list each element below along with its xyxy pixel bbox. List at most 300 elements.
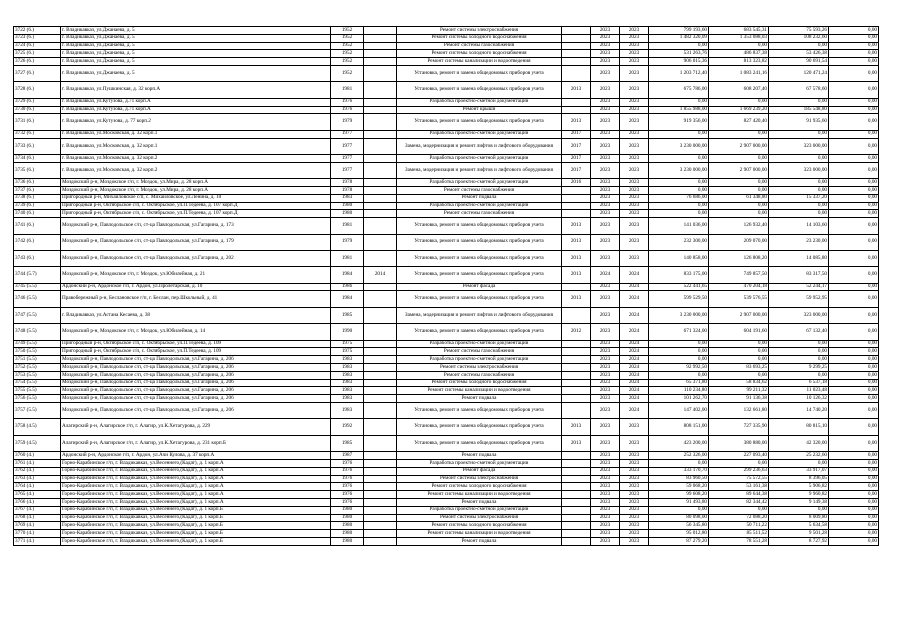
work-type-cell: Разработка проектно-сметной документации — [397, 154, 562, 162]
reconstruction-year-cell — [364, 283, 397, 291]
planned-year-cell — [562, 340, 591, 348]
work-type-cell: Разработка проектно-сметной документации — [397, 340, 562, 348]
table-row — [14, 42, 879, 50]
row-number-cell: 3731 (6.) — [14, 114, 61, 130]
end-year-cell: 2023 — [620, 537, 649, 545]
row-number-cell: 3759 (4.5) — [14, 435, 61, 451]
table-row — [14, 179, 879, 187]
start-year-cell: 2023 — [591, 50, 620, 58]
address-cell: г. Владикавказ, ул.Кутузова, д.71 корп.А — [61, 106, 331, 114]
other-funds-cell: 0,00 — [829, 379, 879, 387]
end-year-cell: 2023 — [620, 130, 649, 138]
other-funds-cell: 0,00 — [829, 179, 879, 187]
row-number-cell: 3770 (4.) — [14, 530, 61, 538]
fund-amount-cell: 78 551,28 — [709, 537, 769, 545]
planned-year-cell — [562, 307, 591, 323]
owner-funds-cell: 14 103,60 — [769, 218, 829, 234]
address-cell: Моздокский р-н, Павлодольское с/п, ст-ца Павлодольская, ул.Гагарина, д. 179 — [61, 234, 331, 250]
end-year-cell: 2024 — [620, 348, 649, 356]
row-number-cell: 3729 (6.) — [14, 98, 61, 106]
build-year-cell: 1980 — [331, 522, 364, 530]
build-year-cell: 1976 — [331, 467, 364, 475]
table-row — [14, 202, 879, 210]
other-funds-cell: 0,00 — [829, 50, 879, 58]
total-cost-cell: 0,00 — [649, 130, 709, 138]
total-cost-cell: 101 262,70 — [649, 395, 709, 403]
planned-year-cell — [562, 42, 591, 50]
planned-year-cell — [562, 356, 591, 364]
owner-funds-cell: 323 000,00 — [769, 307, 829, 323]
table-row — [14, 324, 879, 340]
owner-funds-cell: 0,00 — [769, 348, 829, 356]
other-funds-cell: 0,00 — [829, 364, 879, 372]
owner-funds-cell: 9 960,82 — [769, 491, 829, 499]
owner-funds-cell: 0,00 — [769, 98, 829, 106]
other-funds-cell: 0,00 — [829, 130, 879, 138]
owner-funds-cell: 9 299,25 — [769, 364, 829, 372]
address-cell: Моздокский р-н, Павлодольское с/п, ст-ца Павлодольская, ул.Гагарина, д. 202 — [61, 250, 331, 266]
fund-amount-cell: 0,00 — [709, 459, 769, 467]
owner-funds-cell: 0,00 — [769, 130, 829, 138]
owner-funds-cell: 5 906,82 — [769, 483, 829, 491]
address-cell: Правобережный р-н, Беслановское г/п, г. Беслан, пер.Школьный, д. 41 — [61, 291, 331, 307]
end-year-cell: 2023 — [620, 459, 649, 467]
address-cell: Пригородный р-н, Михайловское с/п, с. Михайловское, ул.Ленина, д. 10 — [61, 194, 331, 202]
build-year-cell: 1983 — [331, 356, 364, 364]
table-row — [14, 459, 879, 467]
end-year-cell: 2023 — [620, 50, 649, 58]
owner-funds-cell: 185 548,80 — [769, 106, 829, 114]
build-year-cell: 1976 — [331, 498, 364, 506]
work-type-cell: Установка, ремонт и замена общедомовых приборов учета — [397, 291, 562, 307]
address-cell: г. Владикавказ, ул.Московская, д. 32 корп.2 — [61, 162, 331, 178]
planned-year-cell: 2013 — [562, 114, 591, 130]
planned-year-cell — [562, 475, 591, 483]
other-funds-cell: 0,00 — [829, 202, 879, 210]
planned-year-cell — [562, 210, 591, 218]
end-year-cell: 2023 — [620, 27, 649, 35]
table-row — [14, 522, 879, 530]
owner-funds-cell: 0,00 — [769, 179, 829, 187]
address-cell: г. Владикавказ, ул.Московская, д. 32 корп.1 — [61, 130, 331, 138]
end-year-cell: 2023 — [620, 162, 649, 178]
total-cost-cell: 1 203 712,40 — [649, 65, 709, 81]
total-cost-cell: 0,00 — [649, 179, 709, 187]
owner-funds-cell: 80 815,10 — [769, 419, 829, 435]
build-year-cell: 1980 — [331, 202, 364, 210]
start-year-cell: 2023 — [591, 491, 620, 499]
fund-amount-cell: 727 335,90 — [709, 419, 769, 435]
work-type-cell: Разработка проектно-сметной документации — [397, 179, 562, 187]
work-type-cell: Ремонт системы канализации и водоотведения — [397, 387, 562, 395]
planned-year-cell: 2013 — [562, 250, 591, 266]
total-cost-cell: 0,00 — [649, 340, 709, 348]
other-funds-cell: 0,00 — [829, 324, 879, 340]
planned-year-cell: 2017 — [562, 130, 591, 138]
reconstruction-year-cell — [364, 475, 397, 483]
work-type-cell: Разработка проектно-сметной документации — [397, 356, 562, 364]
start-year-cell: 2023 — [591, 138, 620, 154]
planned-year-cell: 2013 — [562, 419, 591, 435]
planned-year-cell: 2016 — [562, 179, 591, 187]
reconstruction-year-cell — [364, 348, 397, 356]
table-row — [14, 356, 879, 364]
total-cost-cell: 147 402,00 — [649, 403, 709, 419]
reconstruction-year-cell — [364, 324, 397, 340]
row-number-cell: 3739 (6.) — [14, 202, 61, 210]
address-cell: Моздокский р-н, Павлодольское с/п, ст-ца Павлодольская, ул.Гагарина, д. 206 — [61, 403, 331, 419]
row-number-cell: 3751 (5.5) — [14, 356, 61, 364]
work-type-cell: Установка, ремонт и замена общедомовых приборов учета — [397, 65, 562, 81]
other-funds-cell: 0,00 — [829, 162, 879, 178]
work-type-cell: Ремонт системы газоснабжения — [397, 371, 562, 379]
total-cost-cell: 3 230 000,00 — [649, 162, 709, 178]
fund-amount-cell: 2 907 000,00 — [709, 138, 769, 154]
build-year-cell: 1992 — [331, 419, 364, 435]
address-cell: г. Владикавказ, ул.Джанаева, д. 5 — [61, 27, 331, 35]
other-funds-cell: 0,00 — [829, 154, 879, 162]
reconstruction-year-cell — [364, 234, 397, 250]
end-year-cell: 2024 — [620, 387, 649, 395]
table-row — [14, 194, 879, 202]
fund-amount-cell: 58 834,62 — [709, 379, 769, 387]
table-row — [14, 162, 879, 178]
other-funds-cell: 0,00 — [829, 210, 879, 218]
other-funds-cell: 0,00 — [829, 356, 879, 364]
start-year-cell: 2023 — [591, 379, 620, 387]
other-funds-cell: 0,00 — [829, 283, 879, 291]
other-funds-cell: 0,00 — [829, 340, 879, 348]
reconstruction-year-cell — [364, 210, 397, 218]
owner-funds-cell: 14 740,20 — [769, 403, 829, 419]
address-cell: Горно-Карабинское г/п, г. Владикавказ, ул.Весеннего,(Кадат), д. 1 корп.А — [61, 475, 331, 483]
owner-funds-cell: 67 578,60 — [769, 82, 829, 98]
fund-amount-cell: 0,00 — [709, 42, 769, 50]
build-year-cell: 1952 — [331, 34, 364, 42]
total-cost-cell: 0,00 — [649, 356, 709, 364]
address-cell: Моздокский р-н, Павлодольское с/п, ст-ца Павлодольская, ул.Гагарина, д. 206 — [61, 387, 331, 395]
total-cost-cell: 0,00 — [649, 348, 709, 356]
reconstruction-year-cell — [364, 340, 397, 348]
row-number-cell: 3748 (5.5) — [14, 324, 61, 340]
fund-amount-cell: 0,00 — [709, 340, 769, 348]
address-cell: Моздокский р-н, Моздокское г/п, г. Моздок, ул.Юбилейная, д. 21 — [61, 267, 331, 283]
planned-year-cell — [562, 50, 591, 58]
reconstruction-year-cell — [364, 138, 397, 154]
planned-year-cell: 2013 — [562, 82, 591, 98]
build-year-cell: 1978 — [331, 186, 364, 194]
build-year-cell: 1985 — [331, 435, 364, 451]
reconstruction-year-cell — [364, 218, 397, 234]
total-cost-cell: 675 786,00 — [649, 82, 709, 98]
reconstruction-year-cell — [364, 82, 397, 98]
row-number-cell: 3763 (4.) — [14, 475, 61, 483]
build-year-cell: 1980 — [331, 506, 364, 514]
reconstruction-year-cell — [364, 179, 397, 187]
address-cell: Горно-Карабинское г/п, г. Владикавказ, ул.Весеннего,(Кадат), д. 1 корп.Б — [61, 514, 331, 522]
other-funds-cell: 0,00 — [829, 522, 879, 530]
build-year-cell: 1987 — [331, 452, 364, 460]
build-year-cell: 1977 — [331, 138, 364, 154]
planned-year-cell — [562, 65, 591, 81]
table-row — [14, 498, 879, 506]
owner-funds-cell: 0,00 — [769, 356, 829, 364]
reconstruction-year-cell — [364, 379, 397, 387]
fund-amount-cell: 2 907 000,00 — [709, 162, 769, 178]
work-type-cell: Ремонт фасада — [397, 467, 562, 475]
other-funds-cell: 0,00 — [829, 387, 879, 395]
reconstruction-year-cell — [364, 50, 397, 58]
build-year-cell: 1985 — [331, 307, 364, 323]
table-row — [14, 58, 879, 66]
owner-funds-cell: 5 634,58 — [769, 522, 829, 530]
reconstruction-year-cell — [364, 202, 397, 210]
planned-year-cell: 2012 — [562, 324, 591, 340]
end-year-cell: 2023 — [620, 106, 649, 114]
build-year-cell: 1981 — [331, 82, 364, 98]
planned-year-cell — [562, 379, 591, 387]
reconstruction-year-cell — [364, 371, 397, 379]
reconstruction-year-cell — [364, 403, 397, 419]
fund-amount-cell: 1 353 088,03 — [709, 34, 769, 42]
planned-year-cell: 2013 — [562, 218, 591, 234]
table-row — [14, 114, 879, 130]
other-funds-cell: 0,00 — [829, 267, 879, 283]
fund-amount-cell: 299 236,63 — [709, 467, 769, 475]
total-cost-cell: 0,00 — [649, 202, 709, 210]
fund-amount-cell: 53 161,38 — [709, 483, 769, 491]
end-year-cell: 2023 — [620, 179, 649, 187]
start-year-cell: 2023 — [591, 218, 620, 234]
start-year-cell: 2023 — [591, 65, 620, 81]
end-year-cell: 2023 — [620, 58, 649, 66]
address-cell: Алагирский р-н, Алагирское г/п, г. Алагир, ул.К.Хетагурова, д. 231 корп.Б — [61, 435, 331, 451]
total-cost-cell: 423 200,00 — [649, 435, 709, 451]
reconstruction-year-cell — [364, 364, 397, 372]
total-cost-cell: 0,00 — [649, 506, 709, 514]
other-funds-cell: 0,00 — [829, 483, 879, 491]
start-year-cell: 2023 — [591, 498, 620, 506]
address-cell: Пригородный р-н, Октябрьское с/п, с. Октябрьское, ул.П.Тедеева, д. 107 корп.Д — [61, 202, 331, 210]
build-year-cell: 1980 — [331, 514, 364, 522]
address-cell: Моздокский р-н, Моздокское г/п, г. Моздок, ул.Мира, д. 28 корп.А — [61, 186, 331, 194]
reconstruction-year-cell — [364, 186, 397, 194]
end-year-cell: 2023 — [620, 498, 649, 506]
start-year-cell: 2023 — [591, 186, 620, 194]
table-row — [14, 387, 879, 395]
build-year-cell: 1976 — [331, 475, 364, 483]
build-year-cell: 1952 — [331, 65, 364, 81]
owner-funds-cell: 91 935,60 — [769, 114, 829, 130]
row-number-cell: 3736 (6.) — [14, 179, 61, 187]
fund-amount-cell: 1 083 241,16 — [709, 65, 769, 81]
owner-funds-cell: 75 593,26 — [769, 27, 829, 35]
end-year-cell: 2023 — [620, 419, 649, 435]
build-year-cell: 1983 — [331, 379, 364, 387]
start-year-cell: 2023 — [591, 27, 620, 35]
other-funds-cell: 0,00 — [829, 498, 879, 506]
address-cell: Моздокский р-н, Павлодольское с/п, ст-ца Павлодольская, ул.Гагарина, д. 173 — [61, 218, 331, 234]
row-number-cell: 3754 (5.5) — [14, 379, 61, 387]
owner-funds-cell: 15 337,20 — [769, 194, 829, 202]
start-year-cell: 2023 — [591, 467, 620, 475]
address-cell: г. Владикавказ, ул.Пушкинская, д. 32 корп.А — [61, 82, 331, 98]
reconstruction-year-cell — [364, 34, 397, 42]
address-cell: Моздокский р-н, Павлодольское с/п, ст-ца Павлодольская, ул.Гагарина, д. 206 — [61, 395, 331, 403]
fund-amount-cell: 0,00 — [709, 154, 769, 162]
total-cost-cell: 110 234,80 — [649, 387, 709, 395]
owner-funds-cell: 0,00 — [769, 371, 829, 379]
fund-amount-cell: 227 093,40 — [709, 452, 769, 460]
other-funds-cell: 0,00 — [829, 348, 879, 356]
row-number-cell: 3750 (5.5) — [14, 348, 61, 356]
end-year-cell: 2024 — [620, 364, 649, 372]
reconstruction-year-cell — [364, 537, 397, 545]
row-number-cell: 3755 (5.5) — [14, 387, 61, 395]
start-year-cell: 2023 — [591, 459, 620, 467]
owner-funds-cell: 67 132,40 — [769, 324, 829, 340]
owner-funds-cell: 108 232,60 — [769, 34, 829, 42]
row-number-cell: 3733 (6.) — [14, 138, 61, 154]
owner-funds-cell: 59 952,95 — [769, 291, 829, 307]
end-year-cell: 2023 — [620, 114, 649, 130]
reconstruction-year-cell — [364, 356, 397, 364]
work-type-cell: Ремонт системы холодного водоснабжения — [397, 379, 562, 387]
work-type-cell: Установка, ремонт и замена общедомовых приборов учета — [397, 324, 562, 340]
address-cell: г. Владикавказ, ул.Джанаева, д. 5 — [61, 58, 331, 66]
planned-year-cell — [562, 467, 591, 475]
build-year-cell: 1983 — [331, 371, 364, 379]
work-type-cell: Установка, ремонт и замена общедомовых приборов учета — [397, 267, 562, 283]
fund-amount-cell: 0,00 — [709, 179, 769, 187]
row-number-cell: 3749 (5.5) — [14, 340, 61, 348]
address-cell: Моздокский р-н, Павлодольское с/п, ст-ца Павлодольская, ул.Гагарина, д. 206 — [61, 371, 331, 379]
work-type-cell: Ремонт системы холодного водоснабжения — [397, 483, 562, 491]
work-type-cell: Разработка проектно-сметной документации — [397, 130, 562, 138]
fund-amount-cell: 209 070,00 — [709, 234, 769, 250]
work-type-cell: Ремонт подвала — [397, 395, 562, 403]
work-type-cell: Ремонт системы холодного водоснабжения — [397, 50, 562, 58]
reconstruction-year-cell — [364, 106, 397, 114]
other-funds-cell: 0,00 — [829, 234, 879, 250]
row-number-cell: 3760 (4.) — [14, 452, 61, 460]
total-cost-cell: 0,00 — [649, 154, 709, 162]
fund-amount-cell: 539 576,55 — [709, 291, 769, 307]
fund-amount-cell: 0,00 — [709, 210, 769, 218]
total-cost-cell: 91 493,80 — [649, 498, 709, 506]
other-funds-cell: 0,00 — [829, 475, 879, 483]
build-year-cell: 1980 — [331, 530, 364, 538]
fund-amount-cell: 82 344,42 — [709, 498, 769, 506]
total-cost-cell: 0,00 — [649, 459, 709, 467]
end-year-cell: 2023 — [620, 154, 649, 162]
table-row — [14, 395, 879, 403]
planned-year-cell — [562, 459, 591, 467]
address-cell: г. Владикавказ, ул.Кутузова, д.71 корп.А — [61, 98, 331, 106]
fund-amount-cell: 486 837,38 — [709, 50, 769, 58]
end-year-cell: 2023 — [620, 202, 649, 210]
build-year-cell: 1977 — [331, 162, 364, 178]
start-year-cell: 2023 — [591, 154, 620, 162]
work-type-cell: Ремонт системы газоснабжения — [397, 186, 562, 194]
address-cell: Горно-Карабинское г/п, г. Владикавказ, ул.Весеннего,(Кадат), д. 1 корп.А — [61, 467, 331, 475]
address-cell: Горно-Карабинское г/п, г. Владикавказ, ул.Весеннего,(Кадат), д. 1 корп.Б — [61, 530, 331, 538]
table-row — [14, 340, 879, 348]
end-year-cell: 2023 — [620, 491, 649, 499]
fund-amount-cell: 72 088,20 — [709, 514, 769, 522]
end-year-cell: 2024 — [620, 340, 649, 348]
planned-year-cell — [562, 371, 591, 379]
end-year-cell: 2023 — [620, 452, 649, 460]
planned-year-cell — [562, 364, 591, 372]
start-year-cell: 2023 — [591, 106, 620, 114]
start-year-cell: 2023 — [591, 202, 620, 210]
work-type-cell: Установка, ремонт и замена общедомовых приборов учета — [397, 403, 562, 419]
capital-repair-plan-table — [13, 26, 878, 632]
total-cost-cell: 3 230 000,00 — [649, 307, 709, 323]
row-number-cell: 3735 (6.) — [14, 162, 61, 178]
table-body — [14, 27, 879, 546]
start-year-cell: 2023 — [591, 307, 620, 323]
table-row — [14, 291, 879, 307]
build-year-cell: 1975 — [331, 340, 364, 348]
reconstruction-year-cell: 2014 — [364, 267, 397, 283]
address-cell: г. Владикавказ, ул.Джанаева, д. 5 — [61, 42, 331, 50]
fund-amount-cell: 85 511,52 — [709, 530, 769, 538]
table-row — [14, 267, 879, 283]
total-cost-cell: 87 279,20 — [649, 537, 709, 545]
planned-year-cell: 2013 — [562, 267, 591, 283]
planned-year-cell — [562, 522, 591, 530]
table-row — [14, 250, 879, 266]
start-year-cell: 2023 — [591, 506, 620, 514]
work-type-cell: Ремонт системы газоснабжения — [397, 42, 562, 50]
end-year-cell: 2023 — [620, 475, 649, 483]
reconstruction-year-cell — [364, 452, 397, 460]
other-funds-cell: 0,00 — [829, 459, 879, 467]
owner-funds-cell: 120 471,24 — [769, 65, 829, 81]
end-year-cell: 2023 — [620, 467, 649, 475]
work-type-cell: Ремонт системы холодного водоснабжения — [397, 34, 562, 42]
build-year-cell: 1976 — [331, 483, 364, 491]
reconstruction-year-cell — [364, 522, 397, 530]
other-funds-cell: 0,00 — [829, 58, 879, 66]
reconstruction-year-cell — [364, 42, 397, 50]
start-year-cell: 2023 — [591, 340, 620, 348]
table-row — [14, 530, 879, 538]
fund-amount-cell: 0,00 — [709, 356, 769, 364]
fund-amount-cell: 61 348,80 — [709, 194, 769, 202]
reconstruction-year-cell — [364, 162, 397, 178]
row-number-cell: 3730 (6.) — [14, 106, 61, 114]
address-cell: г. Владикавказ, ул.Московская, д. 32 корп.2 — [61, 154, 331, 162]
table-row — [14, 82, 879, 98]
planned-year-cell — [562, 186, 591, 194]
row-number-cell: 3769 (4.) — [14, 522, 61, 530]
reconstruction-year-cell — [364, 291, 397, 307]
fund-amount-cell: 380 880,00 — [709, 435, 769, 451]
row-number-cell: 3734 (6.) — [14, 154, 61, 162]
fund-amount-cell: 0,00 — [709, 130, 769, 138]
work-type-cell: Установка, ремонт и замена общедомовых приборов учета — [397, 218, 562, 234]
table-row — [14, 483, 879, 491]
other-funds-cell: 0,00 — [829, 467, 879, 475]
row-number-cell: 3732 (6.) — [14, 130, 61, 138]
address-cell: Ардонский р-н, Ардонское г/п, г. Ардон, ул.Пролетарская, д. 10 — [61, 283, 331, 291]
build-year-cell: 1979 — [331, 234, 364, 250]
start-year-cell: 2023 — [591, 98, 620, 106]
total-cost-cell: 76 686,00 — [649, 194, 709, 202]
